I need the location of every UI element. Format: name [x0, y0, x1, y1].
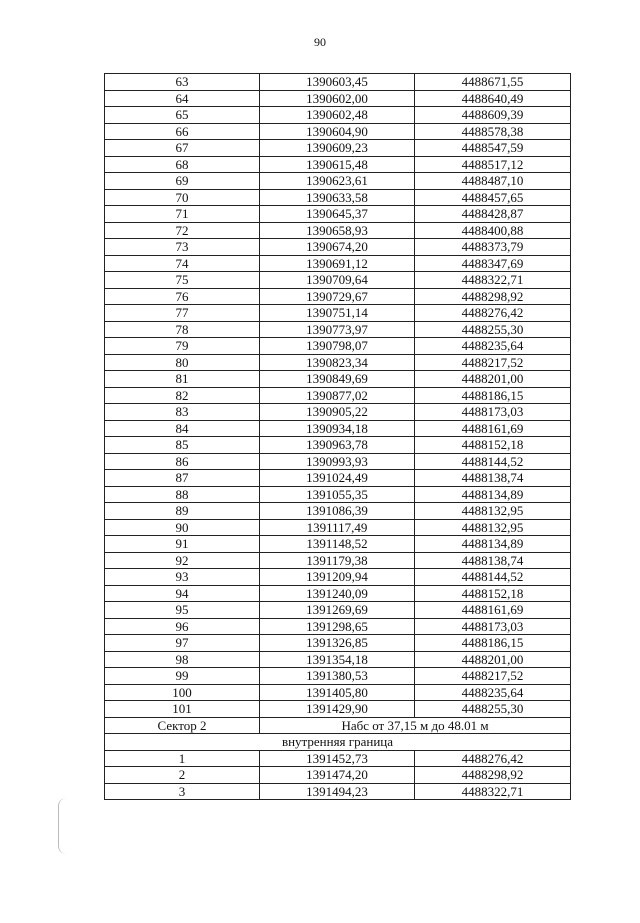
- x-coordinate-cell: 1390798,07: [260, 338, 415, 355]
- point-number-cell: 76: [105, 288, 260, 305]
- point-number-cell: 64: [105, 90, 260, 107]
- x-coordinate-cell: 1390751,14: [260, 305, 415, 322]
- x-coordinate-cell: 1391405,80: [260, 684, 415, 701]
- table-row: [105, 404, 571, 421]
- y-coordinate-cell: 4488152,18: [415, 585, 571, 602]
- x-coordinate-cell: 1391209,94: [260, 569, 415, 586]
- table-row: [105, 668, 571, 685]
- table-row: [105, 470, 571, 487]
- x-coordinate-cell: 1390602,48: [260, 107, 415, 124]
- x-coordinate-cell: 1391055,35: [260, 486, 415, 503]
- table-row: [105, 651, 571, 668]
- table-row: [105, 222, 571, 239]
- x-coordinate-cell: 1391086,39: [260, 503, 415, 520]
- point-number-cell: 66: [105, 123, 260, 140]
- point-number-cell: 96: [105, 618, 260, 635]
- y-coordinate-cell: 4488134,89: [415, 536, 571, 553]
- table-row: [105, 783, 571, 800]
- point-number-cell: 98: [105, 651, 260, 668]
- y-coordinate-cell: 4488322,71: [415, 783, 571, 800]
- point-number-cell: 63: [105, 74, 260, 91]
- x-coordinate-cell: 1390674,20: [260, 239, 415, 256]
- x-coordinate-cell: 1390645,37: [260, 206, 415, 223]
- coordinates-table: [104, 73, 571, 800]
- x-coordinate-cell: 1391117,49: [260, 519, 415, 536]
- point-number-cell: 89: [105, 503, 260, 520]
- page-number: 90: [314, 35, 326, 49]
- boundary-label: внутренняя граница: [105, 734, 571, 751]
- y-coordinate-cell: 4488217,52: [415, 354, 571, 371]
- y-coordinate-cell: 4488276,42: [415, 750, 571, 767]
- x-coordinate-cell: 1390609,23: [260, 140, 415, 157]
- table-row: [105, 173, 571, 190]
- table-row: [105, 107, 571, 124]
- point-number-cell: 79: [105, 338, 260, 355]
- y-coordinate-cell: 4488255,30: [415, 701, 571, 718]
- table-row: [105, 750, 571, 767]
- x-coordinate-cell: 1390823,34: [260, 354, 415, 371]
- y-coordinate-cell: 4488138,74: [415, 552, 571, 569]
- x-coordinate-cell: 1390963,78: [260, 437, 415, 454]
- x-coordinate-cell: 1390993,93: [260, 453, 415, 470]
- point-number-cell: 78: [105, 321, 260, 338]
- y-coordinate-cell: 4488235,64: [415, 684, 571, 701]
- y-coordinate-cell: 4488235,64: [415, 338, 571, 355]
- table-row: [105, 503, 571, 520]
- x-coordinate-cell: 1391148,52: [260, 536, 415, 553]
- x-coordinate-cell: 1391474,20: [260, 767, 415, 784]
- point-number-cell: 91: [105, 536, 260, 553]
- table-row: [105, 569, 571, 586]
- point-number-cell: 65: [105, 107, 260, 124]
- x-coordinate-cell: 1391494,23: [260, 783, 415, 800]
- x-coordinate-cell: 1391380,53: [260, 668, 415, 685]
- table-row: [105, 387, 571, 404]
- table-row: [105, 90, 571, 107]
- x-coordinate-cell: 1391354,18: [260, 651, 415, 668]
- x-coordinate-cell: 1390615,48: [260, 156, 415, 173]
- x-coordinate-cell: 1391240,09: [260, 585, 415, 602]
- point-number-cell: 97: [105, 635, 260, 652]
- point-number-cell: 74: [105, 255, 260, 272]
- x-coordinate-cell: 1390877,02: [260, 387, 415, 404]
- point-number-cell: 88: [105, 486, 260, 503]
- point-number-cell: 93: [105, 569, 260, 586]
- x-coordinate-cell: 1390623,61: [260, 173, 415, 190]
- table-row: [105, 635, 571, 652]
- y-coordinate-cell: 4488173,03: [415, 618, 571, 635]
- x-coordinate-cell: 1390604,90: [260, 123, 415, 140]
- y-coordinate-cell: 4488347,69: [415, 255, 571, 272]
- y-coordinate-cell: 4488547,59: [415, 140, 571, 157]
- point-number-cell: 75: [105, 272, 260, 289]
- table-row: [105, 74, 571, 91]
- x-coordinate-cell: 1390633,58: [260, 189, 415, 206]
- x-coordinate-cell: 1391429,90: [260, 701, 415, 718]
- table-row: [105, 684, 571, 701]
- margin-mark: [58, 798, 67, 854]
- point-number-cell: 84: [105, 420, 260, 437]
- y-coordinate-cell: 4488298,92: [415, 288, 571, 305]
- table-row: [105, 189, 571, 206]
- point-number-cell: 68: [105, 156, 260, 173]
- x-coordinate-cell: 1390603,45: [260, 74, 415, 91]
- point-number-cell: 94: [105, 585, 260, 602]
- point-number-cell: 95: [105, 602, 260, 619]
- point-number-cell: 100: [105, 684, 260, 701]
- y-coordinate-cell: 4488517,12: [415, 156, 571, 173]
- y-coordinate-cell: 4488276,42: [415, 305, 571, 322]
- table-row: [105, 701, 571, 718]
- x-coordinate-cell: 1391269,69: [260, 602, 415, 619]
- table-row: [105, 536, 571, 553]
- point-number-cell: 70: [105, 189, 260, 206]
- point-number-cell: 72: [105, 222, 260, 239]
- table-row: [105, 288, 571, 305]
- table-row: [105, 486, 571, 503]
- point-number-cell: 83: [105, 404, 260, 421]
- table-row: [105, 371, 571, 388]
- table-row: [105, 255, 571, 272]
- point-number-cell: 82: [105, 387, 260, 404]
- y-coordinate-cell: 4488428,87: [415, 206, 571, 223]
- table-row: [105, 767, 571, 784]
- sector-row: [105, 717, 571, 734]
- table-row: [105, 519, 571, 536]
- y-coordinate-cell: 4488578,38: [415, 123, 571, 140]
- x-coordinate-cell: 1390709,64: [260, 272, 415, 289]
- y-coordinate-cell: 4488144,52: [415, 569, 571, 586]
- y-coordinate-cell: 4488161,69: [415, 420, 571, 437]
- y-coordinate-cell: 4488487,10: [415, 173, 571, 190]
- y-coordinate-cell: 4488186,15: [415, 635, 571, 652]
- table-row: [105, 123, 571, 140]
- y-coordinate-cell: 4488255,30: [415, 321, 571, 338]
- point-number-cell: 2: [105, 767, 260, 784]
- table-row: [105, 140, 571, 157]
- y-coordinate-cell: 4488298,92: [415, 767, 571, 784]
- y-coordinate-cell: 4488138,74: [415, 470, 571, 487]
- x-coordinate-cell: 1390773,97: [260, 321, 415, 338]
- table-row: [105, 552, 571, 569]
- x-coordinate-cell: 1391326,85: [260, 635, 415, 652]
- x-coordinate-cell: 1390691,12: [260, 255, 415, 272]
- table-row: [105, 206, 571, 223]
- sector-height-range: Набс от 37,15 м до 48.01 м: [260, 717, 571, 734]
- point-number-cell: 67: [105, 140, 260, 157]
- y-coordinate-cell: 4488400,88: [415, 222, 571, 239]
- table-row: [105, 618, 571, 635]
- table-row: [105, 453, 571, 470]
- point-number-cell: 71: [105, 206, 260, 223]
- y-coordinate-cell: 4488132,95: [415, 519, 571, 536]
- table-row: [105, 272, 571, 289]
- y-coordinate-cell: 4488457,65: [415, 189, 571, 206]
- y-coordinate-cell: 4488161,69: [415, 602, 571, 619]
- y-coordinate-cell: 4488201,00: [415, 371, 571, 388]
- table-row: [105, 602, 571, 619]
- x-coordinate-cell: 1390602,00: [260, 90, 415, 107]
- table-row: [105, 239, 571, 256]
- y-coordinate-cell: 4488609,39: [415, 107, 571, 124]
- x-coordinate-cell: 1390934,18: [260, 420, 415, 437]
- x-coordinate-cell: 1390658,93: [260, 222, 415, 239]
- x-coordinate-cell: 1391179,38: [260, 552, 415, 569]
- x-coordinate-cell: 1391452,73: [260, 750, 415, 767]
- point-number-cell: 85: [105, 437, 260, 454]
- point-number-cell: 77: [105, 305, 260, 322]
- y-coordinate-cell: 4488132,95: [415, 503, 571, 520]
- point-number-cell: 80: [105, 354, 260, 371]
- table-row: [105, 305, 571, 322]
- table-row: [105, 420, 571, 437]
- table-row: [105, 354, 571, 371]
- y-coordinate-cell: 4488640,49: [415, 90, 571, 107]
- point-number-cell: 1: [105, 750, 260, 767]
- sector-label: Сектор 2: [105, 717, 260, 734]
- x-coordinate-cell: 1391298,65: [260, 618, 415, 635]
- y-coordinate-cell: 4488217,52: [415, 668, 571, 685]
- point-number-cell: 99: [105, 668, 260, 685]
- table-row: [105, 338, 571, 355]
- table-row: [105, 156, 571, 173]
- point-number-cell: 69: [105, 173, 260, 190]
- table-row: [105, 321, 571, 338]
- y-coordinate-cell: 4488134,89: [415, 486, 571, 503]
- y-coordinate-cell: 4488322,71: [415, 272, 571, 289]
- point-number-cell: 73: [105, 239, 260, 256]
- y-coordinate-cell: 4488144,52: [415, 453, 571, 470]
- point-number-cell: 90: [105, 519, 260, 536]
- point-number-cell: 87: [105, 470, 260, 487]
- point-number-cell: 81: [105, 371, 260, 388]
- y-coordinate-cell: 4488201,00: [415, 651, 571, 668]
- point-number-cell: 92: [105, 552, 260, 569]
- x-coordinate-cell: 1390905,22: [260, 404, 415, 421]
- table-row: [105, 585, 571, 602]
- y-coordinate-cell: 4488373,79: [415, 239, 571, 256]
- point-number-cell: 86: [105, 453, 260, 470]
- coordinates-table-body: [105, 74, 571, 800]
- y-coordinate-cell: 4488671,55: [415, 74, 571, 91]
- x-coordinate-cell: 1391024,49: [260, 470, 415, 487]
- table-row: [105, 437, 571, 454]
- y-coordinate-cell: 4488173,03: [415, 404, 571, 421]
- x-coordinate-cell: 1390729,67: [260, 288, 415, 305]
- point-number-cell: 3: [105, 783, 260, 800]
- y-coordinate-cell: 4488186,15: [415, 387, 571, 404]
- x-coordinate-cell: 1390849,69: [260, 371, 415, 388]
- y-coordinate-cell: 4488152,18: [415, 437, 571, 454]
- boundary-row: [105, 734, 571, 751]
- point-number-cell: 101: [105, 701, 260, 718]
